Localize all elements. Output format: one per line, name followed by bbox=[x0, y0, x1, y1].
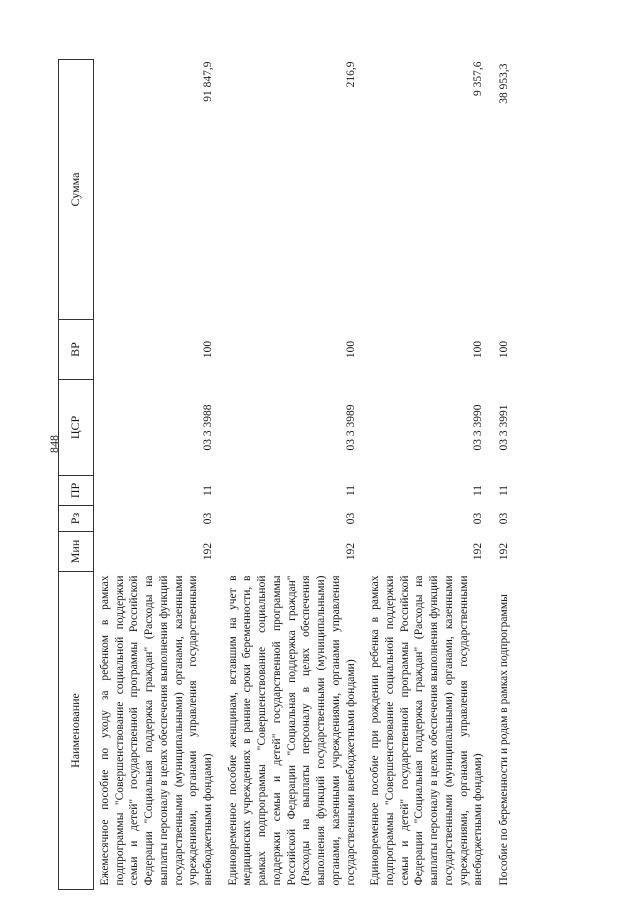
rotated-table-page bbox=[58, 60, 578, 890]
row-sum: 38 953,3 bbox=[498, 63, 511, 104]
row-pr: 11 bbox=[344, 484, 357, 497]
header-pr: ПР bbox=[59, 476, 94, 506]
budget-table bbox=[58, 59, 514, 890]
table-header-row bbox=[59, 60, 94, 890]
table-row bbox=[222, 60, 364, 890]
header-name: Наименование bbox=[59, 572, 94, 890]
row-name: Единовременное пособие при рождении ребенка в рамках подпрограммы "Совершенствование социальной поддержки семьи и детей" государственной программы Российской Федерации "Социальная поддержка граждан" (Расходы на выплаты персоналу в целях обеспечения выполнения функций государственными (муниципальными) органами, казенными учреждениями, органами управления государственными внебюджетными фондами) bbox=[369, 575, 485, 886]
row-name: Ежемесячное пособие по уходу за ребенком в рамках подпрограммы "Совершенствование социальной поддержки семьи и детей" государственной программы Российской Федерации "Социальная поддержка граждан" (Расходы на выплаты персоналу в целях обеспечения выполнения функций государственными (муниципальными) органами, казенными учреждениями, органами управления государственными внебюджетными фондами) bbox=[99, 575, 215, 886]
row-pr: 11 bbox=[498, 484, 511, 497]
row-csr: 03 3 3990 bbox=[472, 404, 485, 451]
row-pr: 11 bbox=[472, 484, 485, 497]
row-rz: 03 bbox=[472, 512, 485, 525]
table-row bbox=[364, 60, 492, 890]
row-csr: 03 3 3988 bbox=[202, 404, 215, 451]
header-csr: ЦСР bbox=[59, 380, 94, 476]
row-vr: 100 bbox=[344, 340, 357, 359]
row-name: Единовременное пособие женщинам, вставшим на учет в медицинских учреждениях в ранние сроки беременности, в рамках подпрограммы "Совершенствование социальной поддержки семьи и детей" государственной программы Российской Федерации "Социальная поддержка граждан" (Расходы на выплаты персоналу в целях обеспечения выполнения функций государственными (муниципальными) органами, казенными учреждениями, органами управления государственными внебюджетными фондами) bbox=[226, 575, 357, 886]
row-pr: 11 bbox=[202, 484, 215, 497]
row-csr: 03 3 3991 bbox=[498, 404, 511, 451]
header-rz: Рз bbox=[59, 506, 94, 532]
row-rz: 03 bbox=[498, 512, 511, 525]
row-vr: 100 bbox=[472, 340, 485, 359]
header-sum: Сумма bbox=[59, 60, 94, 320]
row-min: 192 bbox=[472, 542, 485, 561]
row-rz: 03 bbox=[344, 512, 357, 525]
row-vr: 100 bbox=[202, 340, 215, 359]
page-number: 848 bbox=[47, 435, 61, 453]
row-min: 192 bbox=[344, 542, 357, 561]
header-vr: ВР bbox=[59, 320, 94, 380]
row-sum: 216,9 bbox=[344, 61, 357, 88]
row-csr: 03 3 3989 bbox=[344, 404, 357, 451]
row-min: 192 bbox=[498, 542, 511, 561]
table-row bbox=[94, 60, 222, 890]
row-sum: 9 357,6 bbox=[472, 61, 485, 96]
table-row bbox=[492, 60, 514, 890]
row-name: Пособие по беременности и родам в рамках подпрограммы bbox=[498, 594, 511, 886]
row-rz: 03 bbox=[202, 512, 215, 525]
row-vr: 100 bbox=[498, 340, 511, 359]
row-min: 192 bbox=[202, 542, 215, 561]
header-min: Мин bbox=[59, 532, 94, 572]
row-sum: 91 847,9 bbox=[202, 61, 215, 102]
